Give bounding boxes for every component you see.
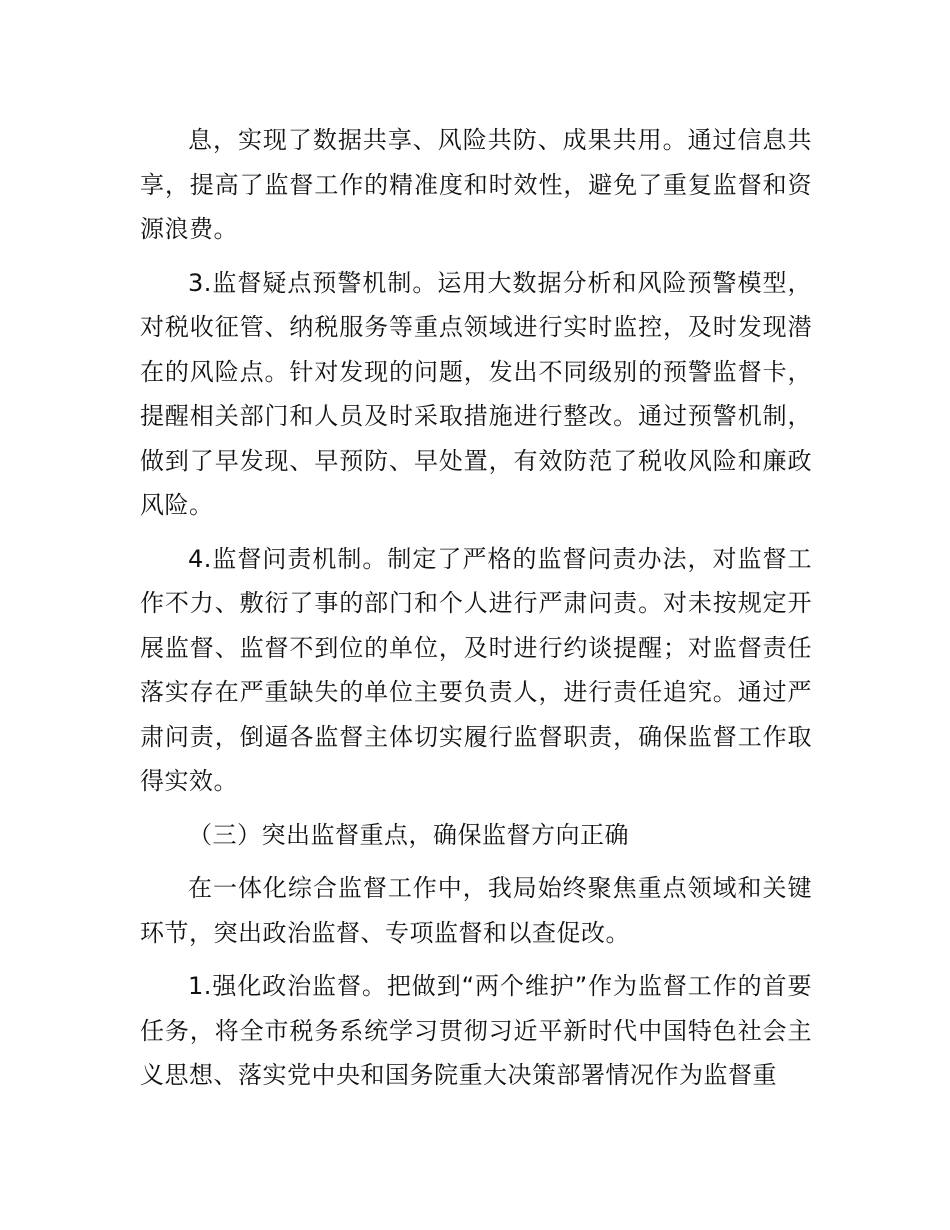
paragraph-political-supervision: 1.强化政治监督。把做到“两个维护”作为监督工作的首要任务，将全市税务系统学习贯彻习近平新时代中国特色社会主义思想、落实党中央和国务院重大决策部署情况作为监督重	[140, 972, 812, 1089]
document-body	[140, 118, 812, 1107]
paragraph-accountability-mechanism: 4.监督问责机制。制定了严格的监督问责办法，对监督工作不力、敷衍了事的部门和个人进行严肃问责。对未按规定开展监督、监督不到位的单位，及时进行约谈提醒；对监督责任落实存在严重缺失的单位主要负责人，进行责任追究。通过严肃问责，倒逼各监督主体切实履行监督职责，确保监督工作取得实效。	[140, 544, 812, 795]
paragraph-info-sharing-continued: 息，实现了数据共享、风险共防、成果共用。通过信息共享，提高了监督工作的精准度和时效性，避免了重复监督和资源浪费。	[140, 126, 812, 243]
paragraph-focus-intro: 在一体化综合监督工作中，我局始终聚焦重点领域和关键环节，突出政治监督、专项监督和以查促改。	[140, 874, 812, 947]
section-heading-focus: （三）突出监督重点，确保监督方向正确	[188, 820, 629, 849]
paragraph-warning-mechanism: 3.监督疑点预警机制。运用大数据分析和风险预警模型，对税收征管、纳税服务等重点领域进行实时监控，及时发现潜在的风险点。针对发现的问题，发出不同级别的预警监督卡，提醒相关部门和人员及时采取措施进行整改。通过预警机制，做到了早发现、早预防、早处置，有效防范了税收风险和廉政风险。	[140, 268, 812, 519]
